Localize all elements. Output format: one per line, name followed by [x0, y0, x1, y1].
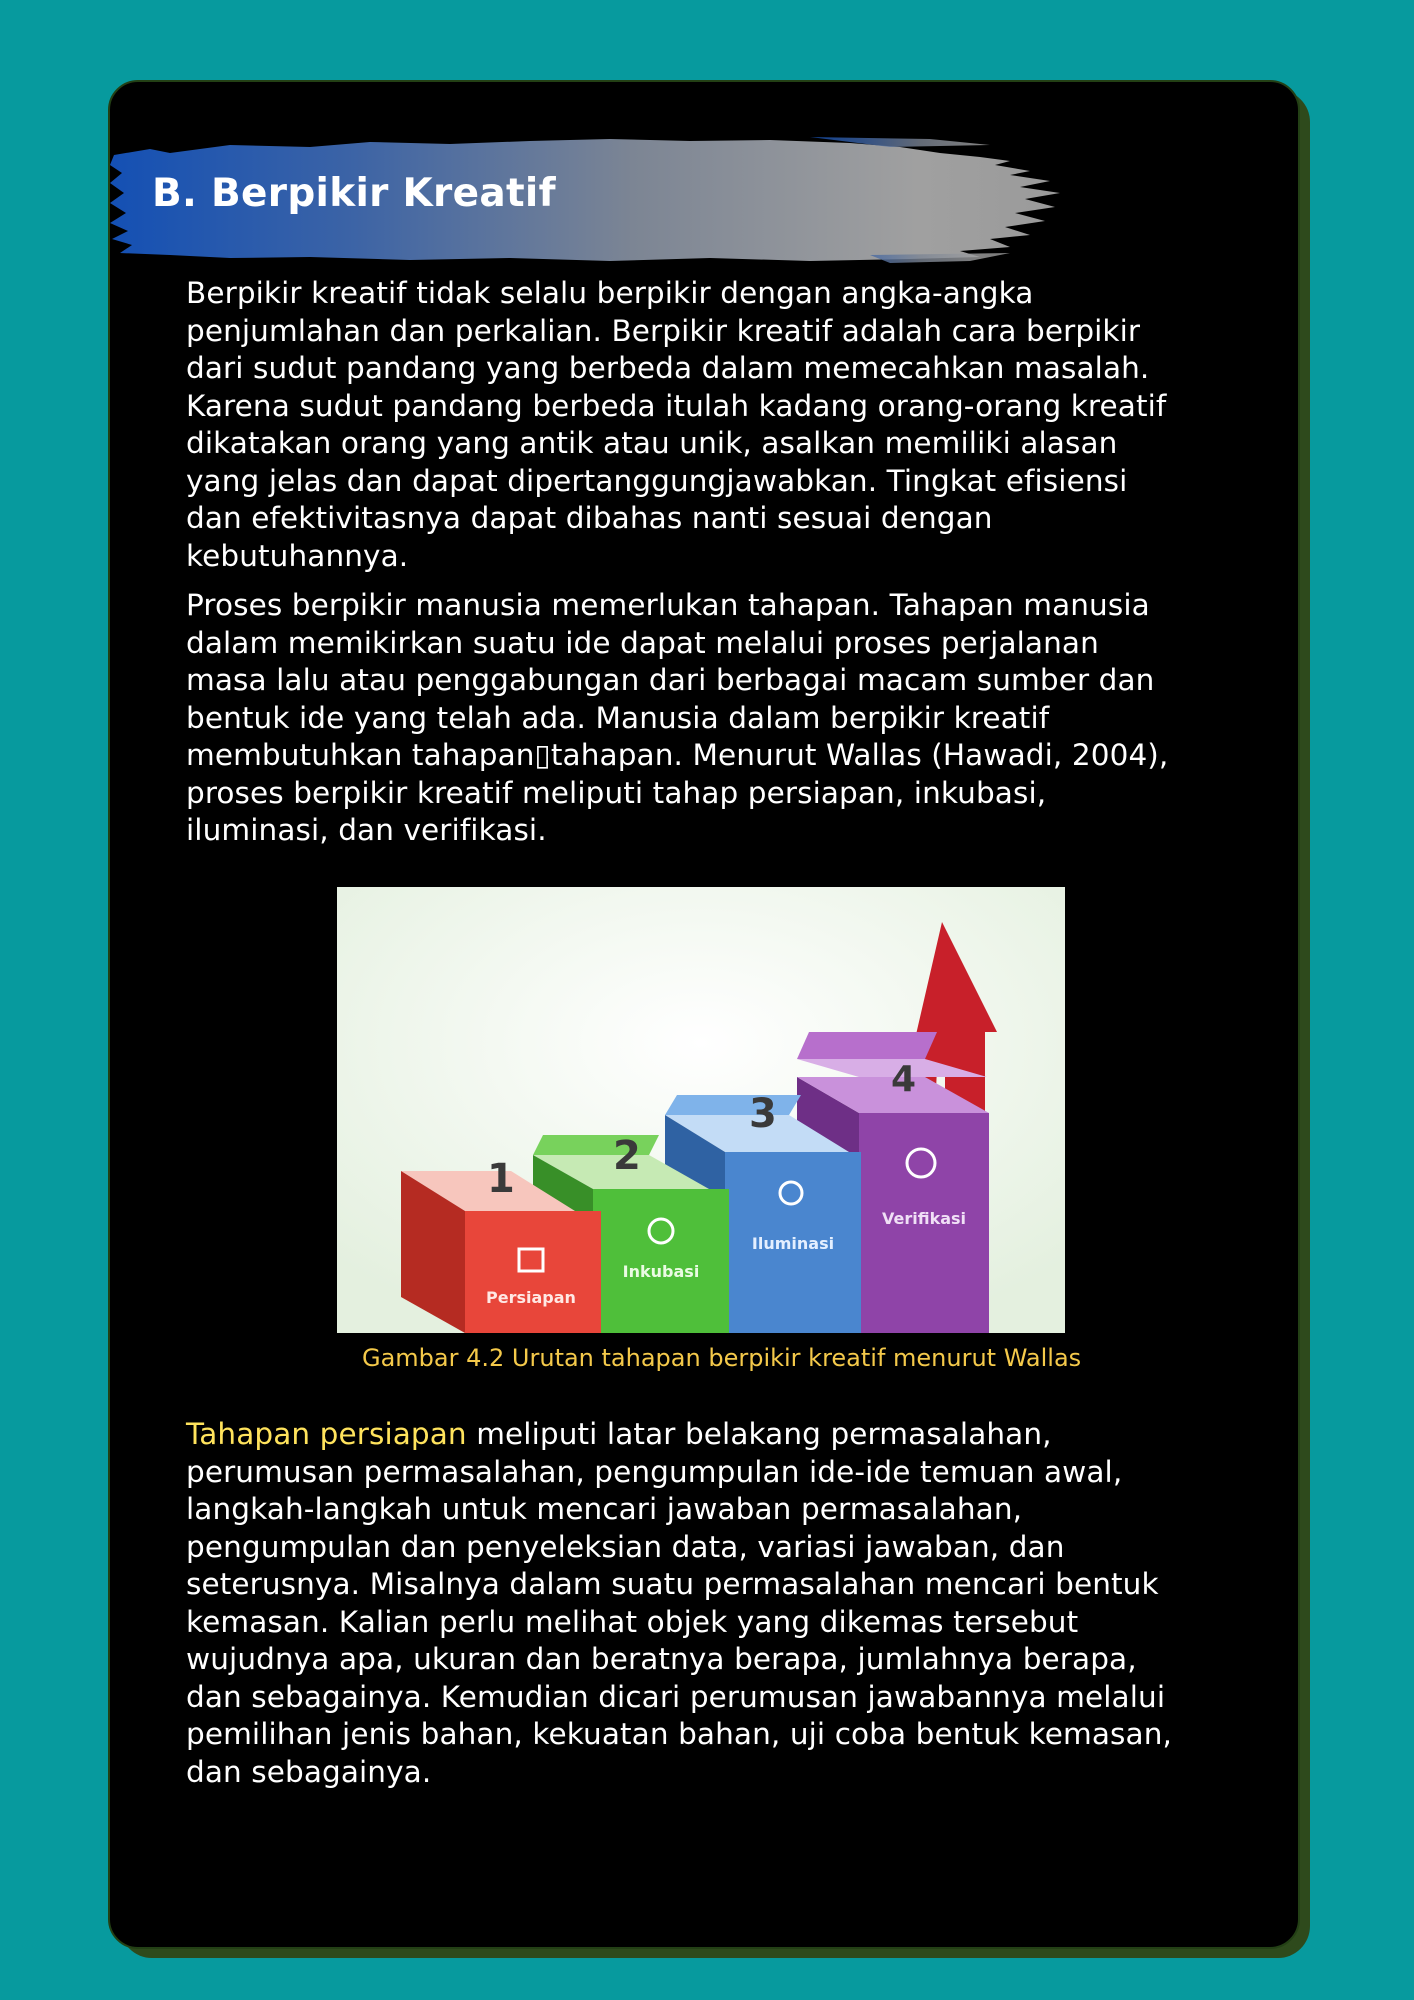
step-label: Persiapan [486, 1288, 576, 1307]
step-label: Inkubasi [622, 1262, 700, 1281]
paragraph-process: Proses berpikir manusia memerlukan tahapan. Tahapan manusia dalam memikirkan suatu ide dapat melalui proses perjalanan masa lalu atau penggabungan dari berbagai macam sumber dan bentuk ide yang telah ada. Manusia dalam berpikir kreatif membutuhkan tahapan▯tahapan. Menurut Wallas (Hawadi, 2004), proses berpikir kreatif meliputi tahap persiapan, inkubasi, iluminasi, dan verifikasi. [186, 588, 1169, 847]
step-label: Verifikasi [881, 1209, 967, 1228]
step-number: 3 [749, 1091, 777, 1137]
figure-caption: Gambar 4.2 Urutan tahapan berpikir kreatif menurut Wallas [362, 1344, 1082, 1372]
staircase-illustration [337, 887, 1065, 1333]
step-number: 2 [613, 1133, 641, 1179]
page-card [108, 80, 1300, 1949]
paragraph-intro: Berpikir kreatif tidak selalu berpikir dengan angka-angka penjumlahan dan perkalian. Berpikir kreatif adalah cara berpikir dari sudut pandang yang berbeda dalam memecahkan masalah. Karena sudut pandang berbeda itulah kadang orang-orang kreatif dikatakan orang yang antik atau unik, asalkan memiliki alasan yang jelas dan dapat dipertanggungjawabkan. Tingkat efisiensi dan efektivitasnya dapat dibahas nanti sesuai dengan kebutuhannya. [186, 276, 1167, 573]
paragraph-preparation-body: meliputi latar belakang permasalahan, perumusan permasalahan, pengumpulan ide-ide temuan awal, langkah-langkah untuk mencari jawaban permasalahan, pengumpulan dan penyeleksian data, variasi jawaban, dan seterusnya. Misalnya dalam suatu permasalahan mencari bentuk kemasan. Kalian perlu melihat objek yang dikemas tersebut wujudnya apa, ukuran dan beratnya berapa, jumlahnya berapa, dan sebagainya. Kemudian dicari perumusan jawabannya melalui pemilihan jenis bahan, kekuatan bahan, uji coba bentuk kemasan, dan sebagainya. [186, 1417, 1172, 1789]
step-number: 4 [891, 1059, 917, 1100]
paragraph-preparation [186, 1416, 1186, 1791]
creative-steps-figure [337, 887, 1065, 1333]
highlight-term: Tahapan persiapan [186, 1417, 467, 1451]
section-title: B. Berpikir Kreatif [152, 171, 556, 216]
step-label: Iluminasi [751, 1234, 835, 1253]
step-number: 1 [487, 1156, 515, 1202]
